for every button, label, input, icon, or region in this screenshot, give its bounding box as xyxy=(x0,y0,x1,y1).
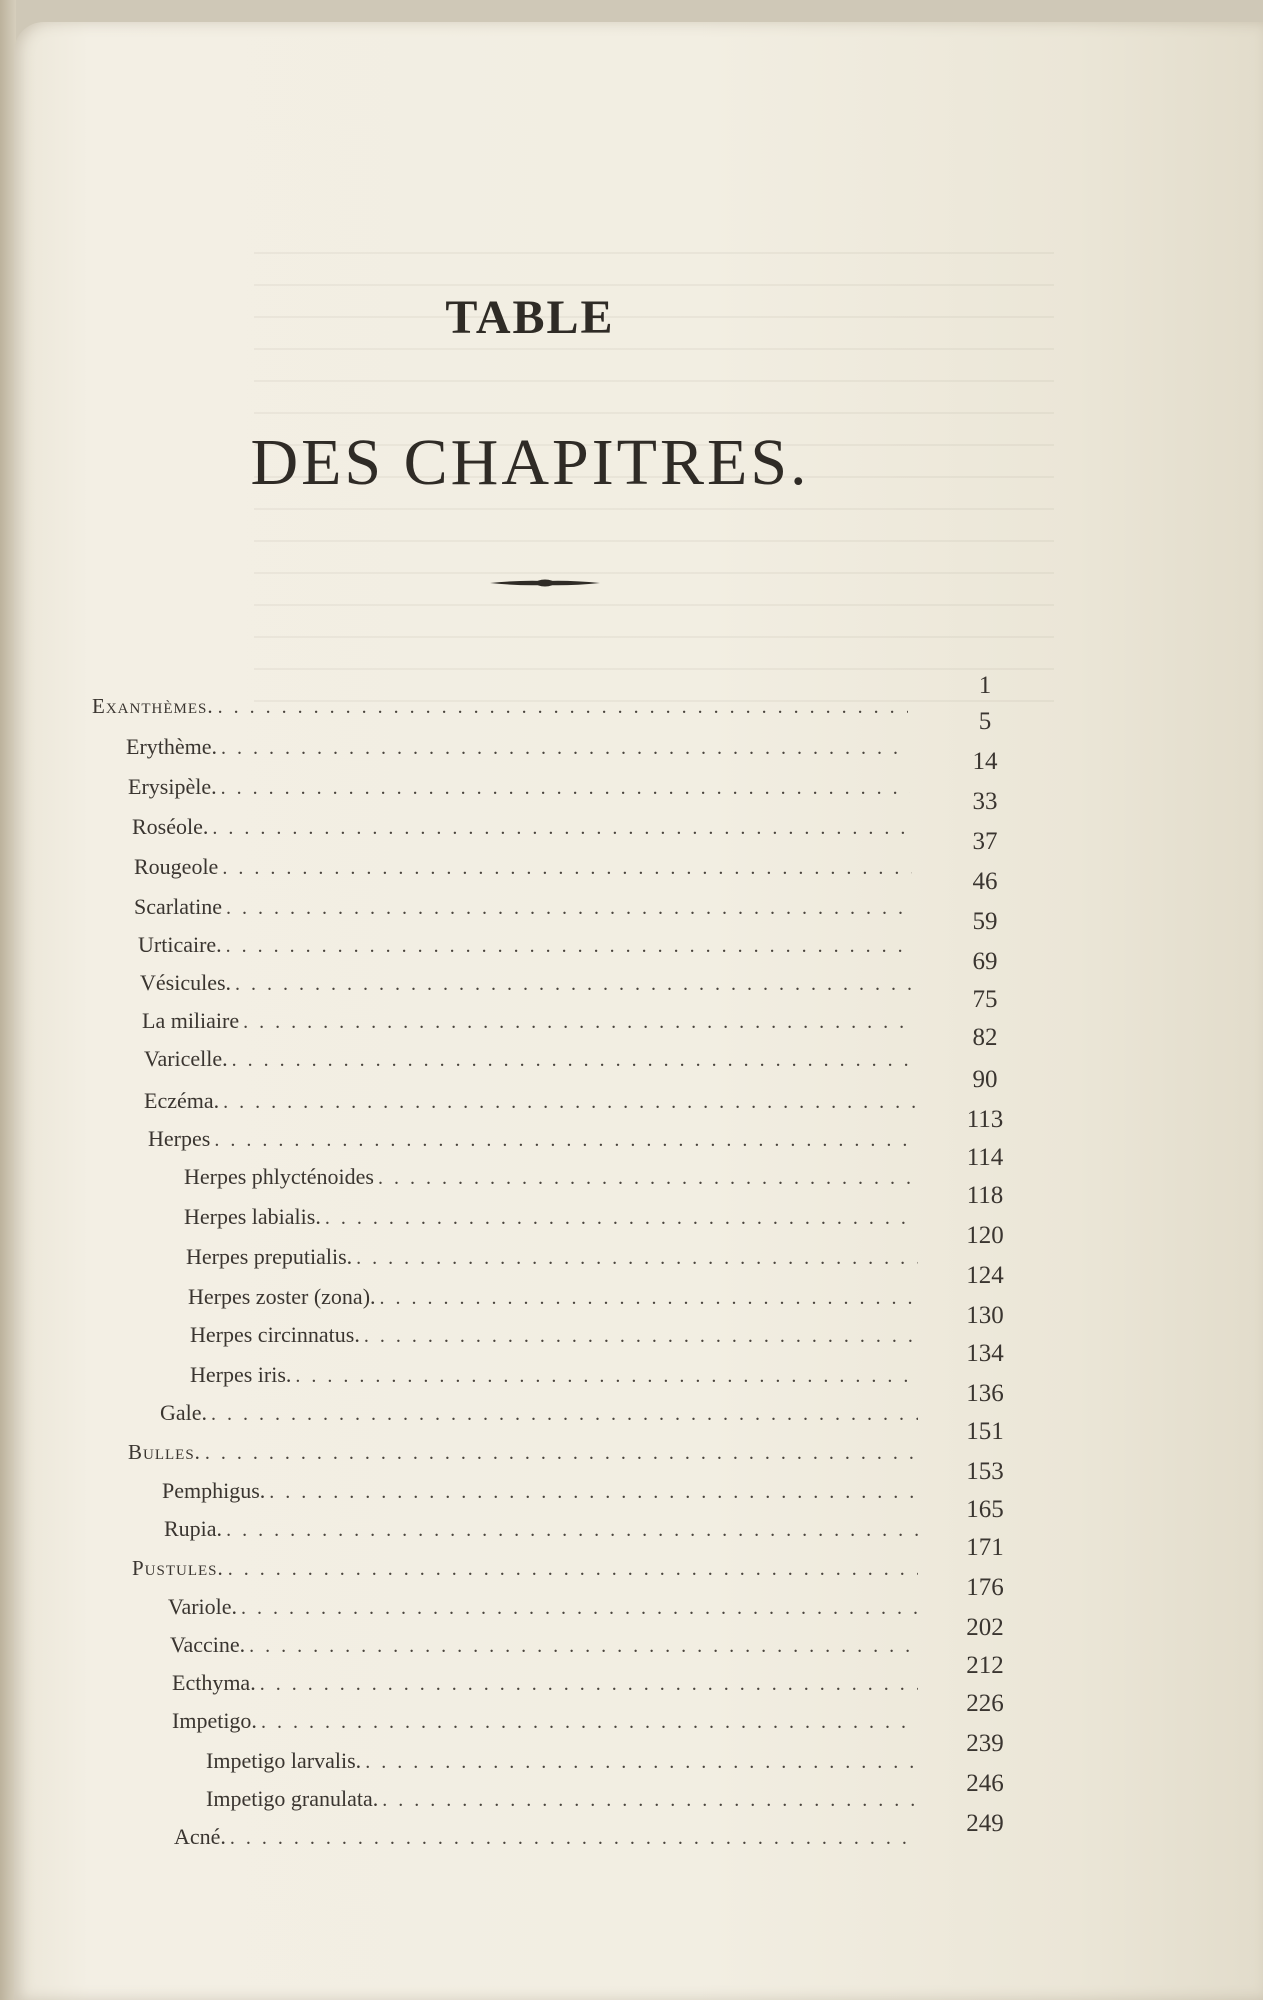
dotted-leader xyxy=(380,1287,918,1310)
toc-entry xyxy=(172,1708,922,1742)
toc-page-number: 153 xyxy=(966,1458,1004,1485)
toc-entry-label: La miliaire xyxy=(142,1008,240,1033)
dotted-leader xyxy=(230,1827,918,1850)
toc-entry xyxy=(184,1164,922,1198)
dotted-leader xyxy=(228,1558,918,1581)
toc-page-number: 136 xyxy=(966,1380,1004,1407)
dotted-leader xyxy=(221,737,908,760)
toc-entry-label: Rupia. xyxy=(164,1516,223,1541)
dotted-leader xyxy=(364,1325,918,1348)
toc-entry-label: Eczéma. xyxy=(144,1088,220,1113)
toc-page-number: 176 xyxy=(966,1574,1004,1601)
toc-entry-label: Varicelle. xyxy=(144,1046,228,1071)
toc-entry xyxy=(140,970,918,1004)
toc-entry xyxy=(188,1284,922,1318)
toc-page-number: 202 xyxy=(966,1614,1004,1641)
toc-entry-label: Erysipèle. xyxy=(128,774,217,799)
toc-page-number: 246 xyxy=(966,1770,1004,1797)
dotted-leader xyxy=(214,1129,916,1152)
toc-page-number: 151 xyxy=(966,1418,1004,1445)
dotted-leader xyxy=(211,1403,918,1426)
toc-entry xyxy=(186,1244,922,1278)
toc-entry xyxy=(190,1322,922,1356)
toc-page-number: 114 xyxy=(966,1144,1004,1171)
dotted-leader xyxy=(232,1049,914,1072)
toc-entry xyxy=(170,1632,922,1666)
toc-entry-label: Impetigo larvalis. xyxy=(206,1748,362,1773)
toc-entry-label: Urticaire. xyxy=(138,932,222,957)
dotted-leader xyxy=(356,1247,918,1270)
toc-page-number: 212 xyxy=(966,1652,1004,1679)
toc-entry-label: Pemphigus. xyxy=(162,1478,266,1503)
toc-page-number: 130 xyxy=(966,1302,1004,1329)
toc-entry-label: Herpes phlycténoides xyxy=(184,1164,374,1189)
dotted-leader xyxy=(261,1711,918,1734)
toc-entry-label: Herpes xyxy=(148,1126,211,1151)
toc-page-number: 90 xyxy=(972,1066,998,1093)
dotted-leader xyxy=(243,1011,914,1034)
toc-entry xyxy=(174,1824,922,1858)
toc-entry xyxy=(132,814,916,848)
toc-entry-label: Herpes iris. xyxy=(190,1362,292,1387)
toc-page-number: 75 xyxy=(972,986,998,1013)
toc-entry-label: Exanthèmes. xyxy=(92,694,214,718)
dotted-leader xyxy=(325,1207,918,1230)
toc-entry xyxy=(160,1400,922,1434)
toc-entry xyxy=(144,1088,920,1122)
dotted-leader xyxy=(241,1597,918,1620)
dotted-leader xyxy=(222,857,912,880)
toc-entry-label: Vésicules. xyxy=(140,970,232,995)
toc-page-number: 120 xyxy=(966,1222,1004,1249)
toc-page-number: 46 xyxy=(972,868,998,895)
toc-entry-label: Herpes labialis. xyxy=(184,1204,321,1229)
toc-entry-label: Herpes circinnatus. xyxy=(190,1322,360,1347)
toc-entry xyxy=(134,854,916,888)
toc-entry xyxy=(126,734,912,768)
toc-page-number: 134 xyxy=(966,1340,1004,1367)
dotted-leader xyxy=(382,1789,918,1812)
toc-page-number: 165 xyxy=(966,1496,1004,1523)
toc-entry-label: Herpes zoster (zona). xyxy=(188,1284,376,1309)
dotted-leader xyxy=(223,1091,916,1114)
toc-page-number: 59 xyxy=(972,908,998,935)
dotted-leader xyxy=(205,1442,918,1465)
toc-page-number: 69 xyxy=(972,948,998,975)
toc-entry xyxy=(134,894,916,928)
toc-page-number: 171 xyxy=(966,1534,1004,1561)
dotted-leader xyxy=(260,1673,918,1696)
toc-entry xyxy=(184,1204,922,1238)
toc-page-number: 239 xyxy=(966,1730,1004,1757)
toc-entry xyxy=(128,774,914,808)
toc-entry-label: Bulles. xyxy=(128,1440,201,1464)
toc-entry-pustules xyxy=(132,1556,922,1590)
dotted-leader xyxy=(218,696,908,719)
toc-entry-label: Scarlatine xyxy=(134,894,222,919)
toc-entry xyxy=(144,1046,918,1080)
toc-entry xyxy=(164,1516,922,1550)
toc-entry xyxy=(168,1594,922,1628)
toc-entry-label: Gale. xyxy=(160,1400,208,1425)
toc-entry xyxy=(162,1478,922,1512)
toc-page-number: 249 xyxy=(966,1810,1004,1837)
dotted-leader xyxy=(226,935,914,958)
dotted-leader xyxy=(249,1635,918,1658)
dotted-leader xyxy=(226,1519,918,1542)
toc-page-number: 113 xyxy=(966,1106,1004,1133)
toc-page-number: 5 xyxy=(978,708,992,735)
toc-page-number: 37 xyxy=(972,828,998,855)
toc-entry-label: Acné. xyxy=(174,1824,226,1849)
dotted-leader xyxy=(221,777,910,800)
toc-entry xyxy=(206,1748,922,1782)
toc-page-number: 1 xyxy=(978,672,992,699)
toc-entry-bulles xyxy=(128,1440,922,1474)
toc-page-number: 82 xyxy=(972,1024,998,1051)
toc-entry-label: Impetigo granulata. xyxy=(206,1786,379,1811)
dotted-leader xyxy=(235,973,914,996)
toc-entry-exanthemes xyxy=(92,694,912,728)
toc-entry-label: Impetigo. xyxy=(172,1708,257,1733)
dotted-leader xyxy=(365,1751,918,1774)
toc-entry xyxy=(138,932,918,966)
toc-entry-label: Erythème. xyxy=(126,734,218,759)
heading-table: TABLE xyxy=(445,291,615,344)
toc-entry-label: Roséole. xyxy=(132,814,209,839)
toc-entry-label: Ecthyma. xyxy=(172,1670,256,1695)
toc-entry xyxy=(172,1670,922,1704)
dotted-leader xyxy=(295,1365,918,1388)
toc-page-number: 118 xyxy=(966,1182,1004,1209)
toc-entry xyxy=(206,1786,922,1820)
dotted-leader xyxy=(269,1481,918,1504)
toc-entry xyxy=(142,1008,918,1042)
toc-page-number: 14 xyxy=(972,748,998,775)
toc-page-number: 226 xyxy=(966,1690,1004,1717)
toc-entry-label: Herpes preputialis. xyxy=(186,1244,353,1269)
dotted-leader xyxy=(226,897,912,920)
toc-page-number: 124 xyxy=(966,1262,1004,1289)
dotted-leader xyxy=(378,1167,918,1190)
toc-page-number: 33 xyxy=(972,788,998,815)
toc-entry-label: Pustules. xyxy=(132,1556,224,1580)
dotted-leader xyxy=(212,817,912,840)
toc-entry-label: Rougeole xyxy=(134,854,219,879)
heading-des-chapitres: DES CHAPITRES. xyxy=(250,426,810,499)
toc-entry xyxy=(148,1126,920,1160)
toc-entry-label: Variole. xyxy=(168,1594,238,1619)
toc-entry xyxy=(190,1362,922,1396)
toc-entry-label: Vaccine. xyxy=(170,1632,246,1657)
